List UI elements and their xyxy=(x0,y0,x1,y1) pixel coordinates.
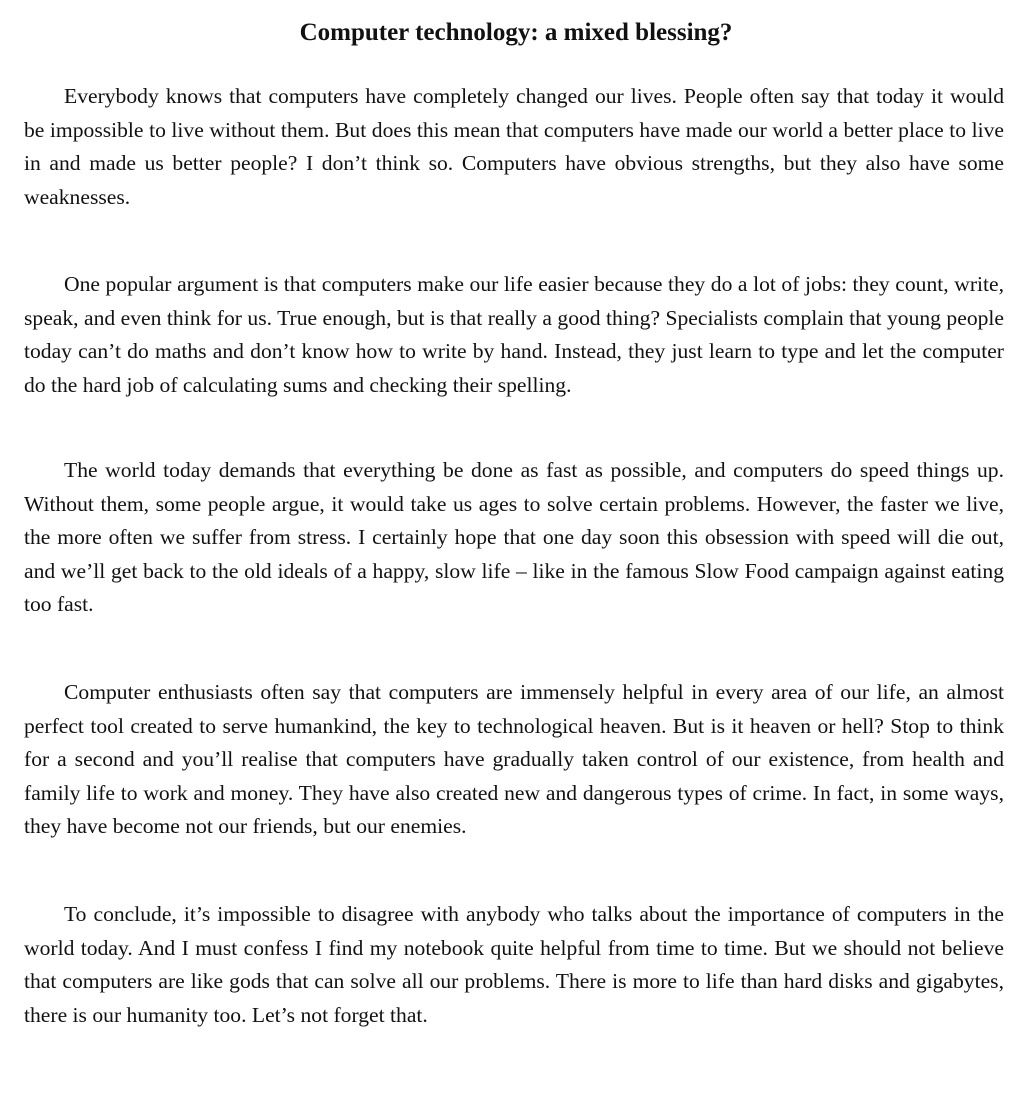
paragraph-4: Computer enthusiasts often say that computers are immensely helpful in every area of our life, an almost perfect tool created to serve humankind, the key to technological heaven. But is it heaven or hell? Stop to think for a second and you’ll realise that computers have gradually taken control of our existence, from health and family life to work and money. They have also created new and dangerous types of crime. In fact, in some ways, they have become not our friends, but our enemies. xyxy=(24,680,1004,839)
paragraph-3: The world today demands that everything be done as fast as possible, and computers do speed things up. Without them, some people argue, it would take us ages to solve certain problems. However, the faster we live, the more often we suffer from stress. I certainly hope that one day soon this obsession with speed will die out, and we’ll get back to the old ideals of a happy, slow life – like in the famous Slow Food campaign against eating too fast. xyxy=(24,458,1004,617)
paragraph-5: To conclude, it’s impossible to disagree with anybody who talks about the importance of computers in the world today. And I must confess I find my notebook quite helpful from time to time. But we should not believe that computers are like gods that can solve all our problems. There is more to life than hard disks and gigabytes, there is our humanity too. Let’s not forget that. xyxy=(24,902,1004,1027)
document-page xyxy=(24,0,1008,1100)
document-title: Computer technology: a mixed blessing? xyxy=(299,19,733,46)
paragraph-2: One popular argument is that computers make our life easier because they do a lot of jobs: they count, write, speak, and even think for us. True enough, but is that really a good thing? Specialists complain that young people today can’t do maths and don’t know how to write by hand. Instead, they just learn to type and let the computer do the hard job of calculating sums and checking their spelling. xyxy=(24,272,1004,397)
paragraph-1: Everybody knows that computers have completely changed our lives. People often say that today it would be impossible to live without them. But does this mean that computers have made our world a better place to live in and made us better people? I don’t think so. Computers have obvious strengths, but they also have some weaknesses. xyxy=(24,84,1004,209)
